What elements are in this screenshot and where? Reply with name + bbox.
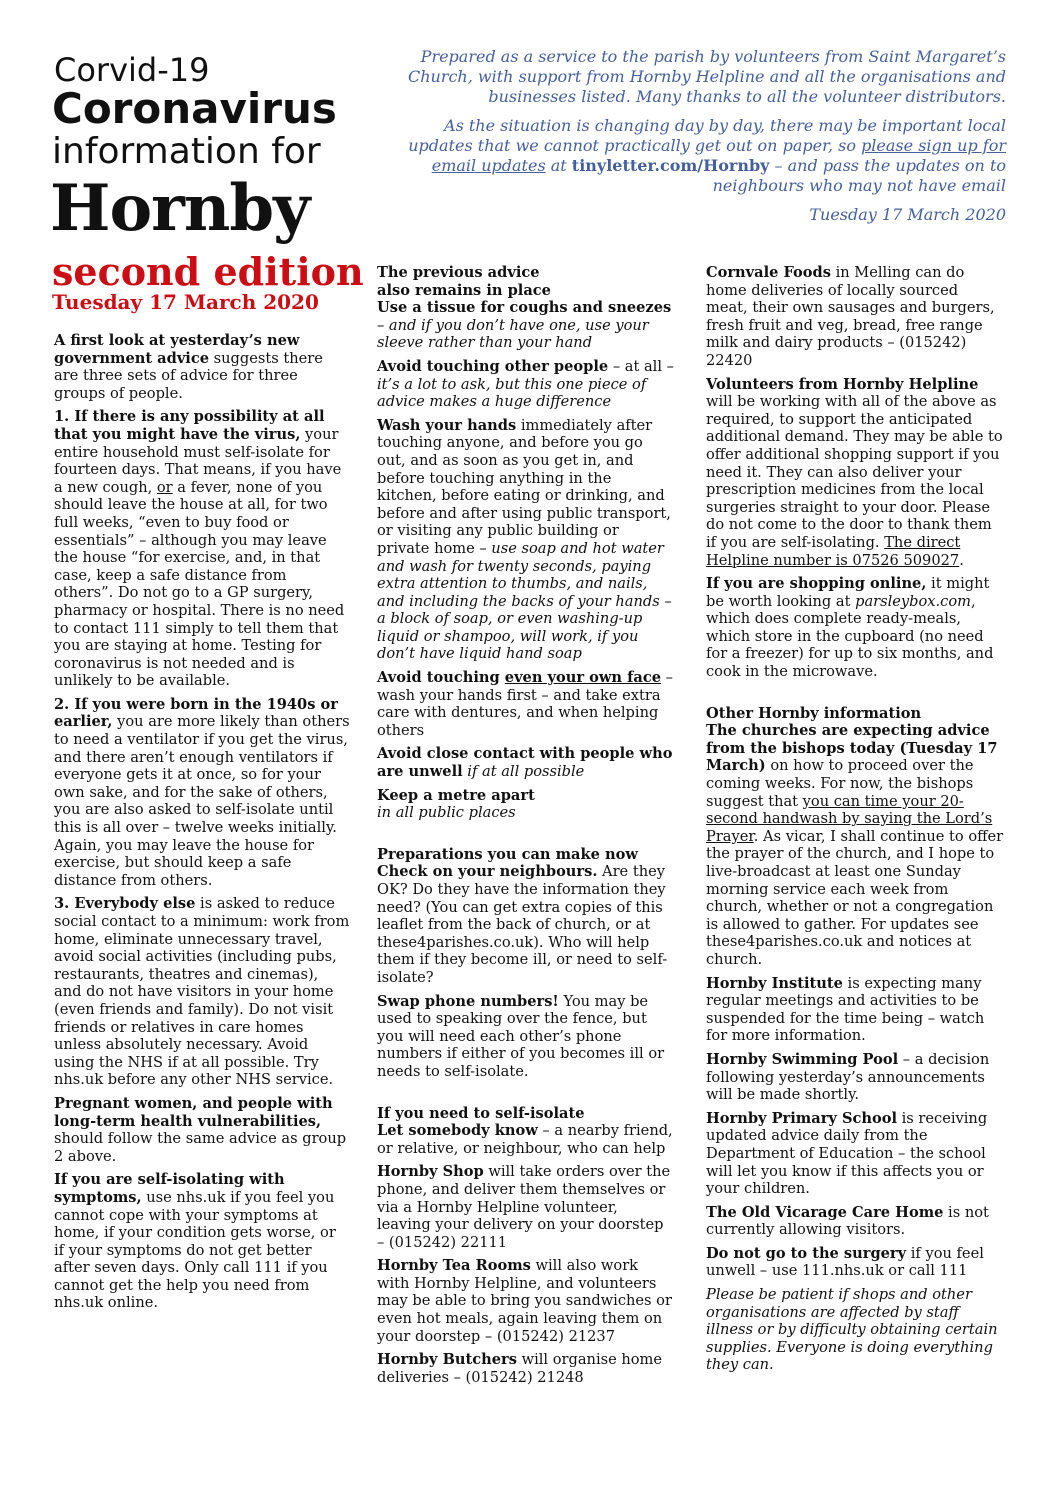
isolate-item <box>377 1257 675 1345</box>
info-item <box>706 722 1004 968</box>
section-heading: Preparations you can make now <box>377 845 638 863</box>
body-text: is receiving updated advice daily from the Department of Education – the school will let you know if this affects you or your children. <box>706 1109 988 1198</box>
body-text: in Melling can do home deliveries of locally sourced meat, their own sausages and burgers, fresh fruit and veg, bread, free range milk and dairy products – (015242) 22420 <box>706 264 995 369</box>
body-text: is expecting many regular meetings and activities to be suspended for the time being – watch for more information. <box>706 974 985 1045</box>
bold-lead: A first look at yesterday’s new government advice <box>54 332 300 367</box>
body-text: you are more likely than others to need a ventilator if you get the virus, and there aren’t enough ventilators if everyone gets it at once, so for your own sake, and for the sake of others, you are also asked to self-isolate until this is all over – twelve weeks initially. Again, you may leave the house for exercise, but should keep a safe distance from others. <box>54 713 350 889</box>
intro-text: at <box>545 156 572 175</box>
title-line-2: Coronavirus <box>52 84 337 133</box>
body-text: – wash your hands first – and take extra care with dentures, and when helping others <box>377 669 673 739</box>
title-line-1: Corvid-19 <box>54 51 210 89</box>
col1-paragraph <box>54 408 350 690</box>
service-item <box>706 376 1004 570</box>
helpline-number: The direct Helpline number is 07526 509027 <box>706 533 961 569</box>
info-item <box>706 975 1004 1045</box>
closing-note <box>706 1286 1004 1374</box>
body-text: will also work with Hornby Helpline, and volunteers may be able to bring you sandwiches or even hot meals, again leaving them on your doorstep – (015242) 21237 <box>377 1257 672 1345</box>
bold-lead: Hornby Butchers <box>377 1351 517 1369</box>
body-text: use nhs.uk if you feel you cannot cope with your symptoms at home, if your condition gets worse, or if your symptoms do not get better after seven days. Only call 111 if you cannot get the help you need from nhs.uk online. <box>54 1188 336 1312</box>
bold-lead: Avoid touching <box>377 669 505 687</box>
underlined-text: even your own face <box>504 669 662 687</box>
body-text: on how to proceed over the coming weeks. For now, the bishops suggest that <box>706 757 974 810</box>
body-text: will take orders over the phone, and deliver them themselves or via a Hornby Helpline volunteer, leaving your delivery on your doorstep – (015242) 22111 <box>377 1163 671 1251</box>
bold-lead: 2. If you were born in the 1940s or earlier, <box>54 695 338 731</box>
bold-lead: 1. If there is any possibility at all that you might have the virus, <box>54 408 325 443</box>
underlined-text: or <box>156 478 173 496</box>
section-heading <box>377 264 675 299</box>
bold-lead: Hornby Institute <box>706 974 843 992</box>
bold-lead: The churches are expecting advice from the bishops today (Tuesday 17 March) <box>706 722 998 775</box>
body-text: . As vicar, I shall continue to offer the prayer of the church, and I hope to live-broadcast at least one Sunday morning service each week from church, whether or not a congregation is allowed to gather. For updates see these4parishes.co.uk and notices at church. <box>706 827 1004 968</box>
bold-lead: Check on your neighbours. <box>377 863 598 881</box>
isolate-item <box>377 1351 675 1386</box>
col1-paragraph <box>54 332 350 402</box>
intro-date: Tuesday 17 March 2020 <box>809 205 1006 224</box>
body-text: is asked to reduce social contact to a minimum: work from home, eliminate unnecessary travel, avoid social activities (including pubs, restaurants, theatres and cinemas), and do not have visitors in your home (even friends and family). Do not visit friends or relatives in care homes unless absolutely necessary. Avoid using the NHS if at all possible. Try nhs.uk before any other NHS service. <box>54 895 350 1089</box>
prep-item <box>377 993 675 1081</box>
body-text: – a decision following yesterday’s announcements will be made shortly. <box>706 1050 990 1104</box>
heading-line: The previous advice <box>377 264 540 281</box>
bold-lead: Swap phone numbers! <box>377 992 559 1010</box>
bold-lead: Hornby Tea Rooms <box>377 1257 531 1275</box>
body-text: immediately after touching anyone, and before you go out, and as soon as you get in, and before touching anything in the kitchen, before eating or drinking, and before and after using public transport, or visiting any public building or private home <box>377 416 671 557</box>
body-text: it might be worth looking at <box>706 575 990 610</box>
intro-block <box>400 47 1006 234</box>
col1-paragraph <box>54 1171 350 1312</box>
parsleybox-link[interactable]: parsleybox.com <box>855 592 971 610</box>
signup-link[interactable]: please sign up for email updates <box>431 136 1006 175</box>
bold-lead: Avoid touching other people <box>377 357 609 375</box>
body-text: your entire household must self-isolate for fourteen days. That means, if you have a new cough, <box>54 425 342 496</box>
intro-paragraph-1: Prepared as a service to the parish by volunteers from Saint Margaret’s Church, with support from Hornby Helpline and all the organisations and businesses listed. Many thanks to all the volunteer distributors. <box>407 47 1006 106</box>
bold-lead: Keep a metre apart <box>377 786 535 804</box>
bold-lead: Avoid close contact with people who are unwell <box>377 745 673 781</box>
bold-lead: Wash your hands <box>377 416 517 434</box>
bold-lead: Hornby Primary School <box>706 1109 897 1127</box>
section-heading: Other Hornby information <box>706 704 922 722</box>
intro-paragraph-2 <box>400 116 1006 196</box>
bold-lead: Volunteers from Hornby Helpline <box>706 375 979 393</box>
intro-text: – and pass the updates on to neighbours who may not have email <box>712 156 1006 195</box>
heading-line: also remains in place <box>377 281 551 299</box>
bold-lead: Pregnant women, and people with long-term health vulnerabilities, <box>54 1094 333 1130</box>
bold-lead: Cornvale Foods <box>706 264 831 281</box>
column-3 <box>706 264 1004 1380</box>
italic-text: if at all possible <box>462 763 585 781</box>
italic-text: in all public places <box>377 804 516 822</box>
italic-text: – use soap and hot water and wash for twenty seconds, paying extra attention to thumbs, and nails, and including the backs of your hands – a block of soap, or even washing-up liquid or shampoo, will work, if you don’t have liquid hand soap <box>377 539 672 663</box>
body-text: will organise home deliveries – (015242) 21248 <box>377 1351 663 1386</box>
tinyletter-link[interactable]: tinyletter.com/Hornby <box>571 156 770 175</box>
isolate-item <box>377 1122 675 1157</box>
bold-lead: Do not go to the surgery <box>706 1244 907 1262</box>
body-text: , which does complete ready-meals, which store in the cupboard (no need for a freezer) for up to six months, and cook in the microwave. <box>706 592 994 681</box>
prep-item <box>377 863 675 986</box>
edition-date: Tuesday 17 March 2020 <box>52 290 319 314</box>
body-text: is not currently allowing visitors. <box>706 1203 989 1239</box>
bold-lead: Let somebody know <box>377 1122 538 1140</box>
col1-paragraph <box>54 895 350 1089</box>
body-text: should follow the same advice as group 2 above. <box>54 1130 347 1165</box>
advice-item <box>377 787 675 822</box>
underlined-text: you can time your 20-second handwash by saying the Lord’s Prayer <box>706 792 993 845</box>
col1-paragraph <box>54 696 350 890</box>
bold-lead: If you are self-isolating with symptoms, <box>54 1171 285 1206</box>
column-2 <box>377 264 675 1392</box>
body-text: . <box>959 551 964 569</box>
italic-text: – and if you don’t have one, use your sleeve rather than your hand <box>377 316 649 352</box>
italic-text: – it’s a lot to ask, but this one piece of advice makes a huge difference <box>377 357 674 411</box>
advice-item <box>377 358 675 411</box>
advice-item <box>377 299 675 352</box>
info-item <box>706 1051 1004 1104</box>
section-heading: If you need to self-isolate <box>377 1104 585 1122</box>
body-text: – a nearby friend, or relative, or neighbour, who can help <box>377 1122 673 1157</box>
italic-text: Please be patient if shops and other organisations are affected by staff illness or by difficulty obtaining certain supplies. Everyone is doing everything they can. <box>706 1286 998 1374</box>
body-text: Are they OK? Do they have the information they need? (You can get extra copies of this leaflet from the back of church, or at these4parishes.co.uk). Who will help them if they become ill, or need to self-isolate? <box>377 863 668 986</box>
bold-lead: Hornby Swimming Pool <box>706 1050 899 1068</box>
bold-lead: Hornby Shop <box>377 1163 484 1181</box>
bold-lead: Use a tissue for coughs and sneezes <box>377 299 672 317</box>
service-item <box>706 575 1004 681</box>
title-line-3: information for <box>52 131 321 172</box>
body-text: a fever, none of you should leave the house at all, for two full weeks, “even to buy food or essentials” – although you may leave the house “for exercise, and, in that case, keep a safe distance from others”. Do not go to a GP surgery, pharmacy or hospital. There is no need to contact 111 simply to tell them that you are staying at home. Testing for coronavirus is not needed and is unlikely to be available. <box>54 478 345 690</box>
body-text: You may be used to speaking over the fence, but you will need each other’s phone numbers if either of you becomes ill or needs to self-isolate. <box>377 992 665 1080</box>
info-item <box>706 1110 1004 1198</box>
body-text: suggests there are three sets of advice for three groups of people. <box>54 349 323 402</box>
intro-text: As the situation is changing day by day, there may be important local updates that we cannot practically get out on paper, so <box>408 116 1006 155</box>
bold-lead: If you are shopping online, <box>706 575 927 593</box>
title-hornby: Hornby <box>50 171 310 246</box>
advice-item <box>377 417 675 663</box>
body-text: will be working with all of the above as required, to support the anticipated additional demand. They may be able to offer additional shopping support if you need it. They can also deliver your prescription medicines from the local surgeries straight to your door. Please do not come to the door to thank them if you are self-isolating. <box>706 393 1003 551</box>
bold-lead: 3. Everybody else <box>54 895 196 913</box>
body-text: – at all <box>608 357 663 375</box>
edition-label: second edition <box>52 249 364 294</box>
advice-item <box>377 669 675 739</box>
body-text: if you feel unwell – use 111.nhs.uk or call 111 <box>706 1244 984 1280</box>
info-item <box>706 1245 1004 1280</box>
col1-paragraph <box>54 1095 350 1165</box>
advice-item <box>377 745 675 780</box>
isolate-item <box>377 1163 675 1251</box>
column-1 <box>54 332 350 1318</box>
info-item <box>706 1204 1004 1239</box>
service-item <box>706 264 1004 370</box>
bold-lead: The Old Vicarage Care Home <box>706 1203 944 1221</box>
